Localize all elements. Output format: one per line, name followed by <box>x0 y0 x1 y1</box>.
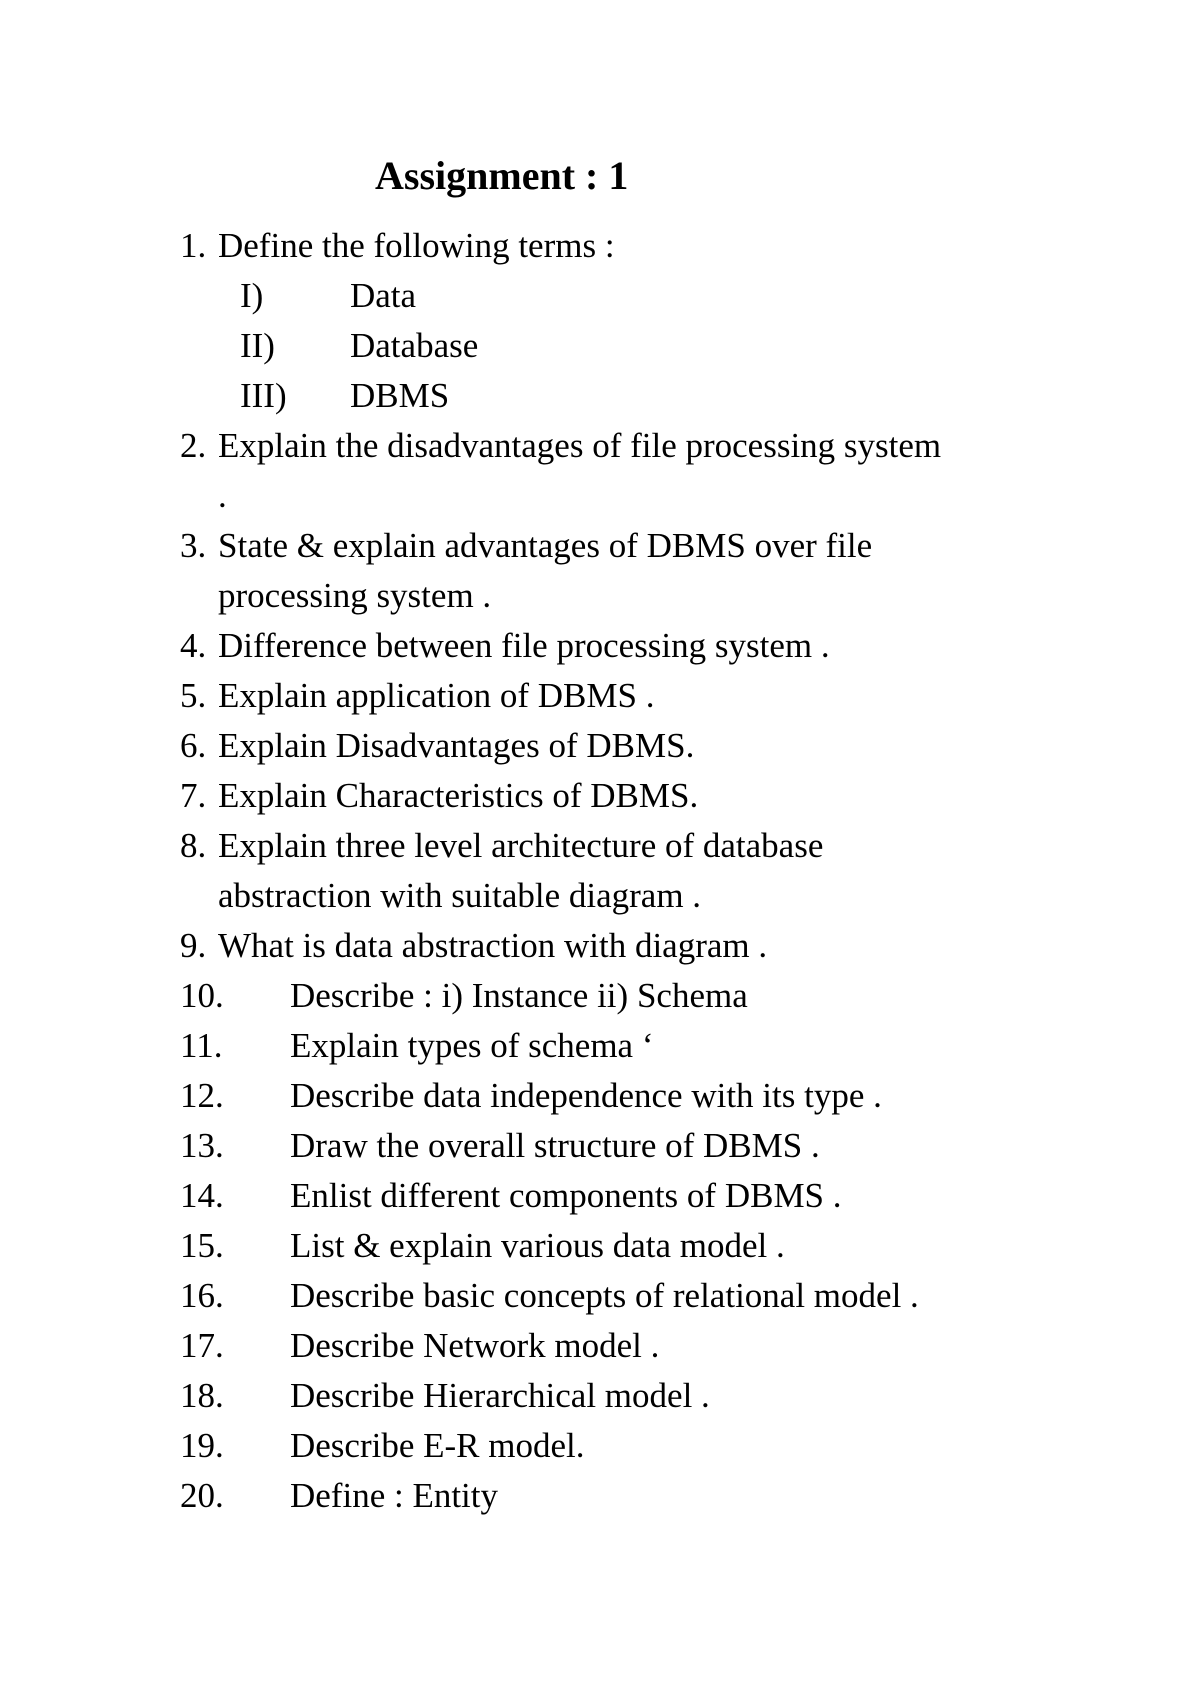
item-text: Define : Entity <box>290 1476 499 1515</box>
item-number: 16. <box>180 1276 224 1315</box>
item-text: Describe E-R model. <box>290 1426 585 1465</box>
item-text: Explain the disadvantages of file processing system <box>218 426 942 465</box>
item-number: 3. <box>180 526 207 565</box>
item-text: abstraction with suitable diagram . <box>218 876 702 915</box>
item-number: 11. <box>180 1026 223 1065</box>
item-number: 2. <box>180 426 207 465</box>
item-number: 14. <box>180 1176 224 1215</box>
item-text: Describe basic concepts of relational model . <box>290 1276 919 1315</box>
item-number: 15. <box>180 1226 224 1265</box>
item-number: 7. <box>180 776 207 815</box>
item-text: Explain application of DBMS . <box>218 676 655 715</box>
item-text: What is data abstraction with diagram . <box>218 926 768 965</box>
item-number: 20. <box>180 1476 224 1515</box>
item-text: Draw the overall structure of DBMS . <box>290 1126 820 1165</box>
item-number: 12. <box>180 1076 224 1115</box>
item-number: 19. <box>180 1426 224 1465</box>
subitem-text: Database <box>350 326 479 365</box>
item-number: 13. <box>180 1126 224 1165</box>
item-text: Explain types of schema ‘ <box>290 1026 654 1065</box>
item-text: Explain Disadvantages of DBMS. <box>218 726 695 765</box>
item-text: Enlist different components of DBMS . <box>290 1176 842 1215</box>
page-title: Assignment : 1 <box>375 153 629 198</box>
item-text: Describe data independence with its type . <box>290 1076 882 1115</box>
subitem-text: Data <box>350 276 417 315</box>
item-number: 4. <box>180 626 207 665</box>
item-text: Explain Characteristics of DBMS. <box>218 776 699 815</box>
item-text: Describe Network model . <box>290 1326 660 1365</box>
item-text: . <box>218 476 227 515</box>
item-number: 6. <box>180 726 207 765</box>
item-text: State & explain advantages of DBMS over file <box>218 526 873 565</box>
item-text: processing system . <box>218 576 492 615</box>
item-number: 5. <box>180 676 207 715</box>
subitem-number: II) <box>240 326 275 365</box>
item-text: List & explain various data model . <box>290 1226 785 1265</box>
subitem-number: I) <box>240 276 264 315</box>
item-text: Describe : i) Instance ii) Schema <box>290 976 748 1015</box>
item-number: 10. <box>180 976 224 1015</box>
item-number: 8. <box>180 826 207 865</box>
item-text: Define the following terms : <box>218 226 615 265</box>
subitem-number: III) <box>240 376 287 415</box>
item-number: 1. <box>180 226 207 265</box>
item-text: Describe Hierarchical model . <box>290 1376 710 1415</box>
item-text: Explain three level architecture of database <box>218 826 824 865</box>
item-text: Difference between file processing system . <box>218 626 830 665</box>
item-number: 17. <box>180 1326 224 1365</box>
item-number: 18. <box>180 1376 224 1415</box>
item-number: 9. <box>180 926 207 965</box>
subitem-text: DBMS <box>350 376 450 415</box>
